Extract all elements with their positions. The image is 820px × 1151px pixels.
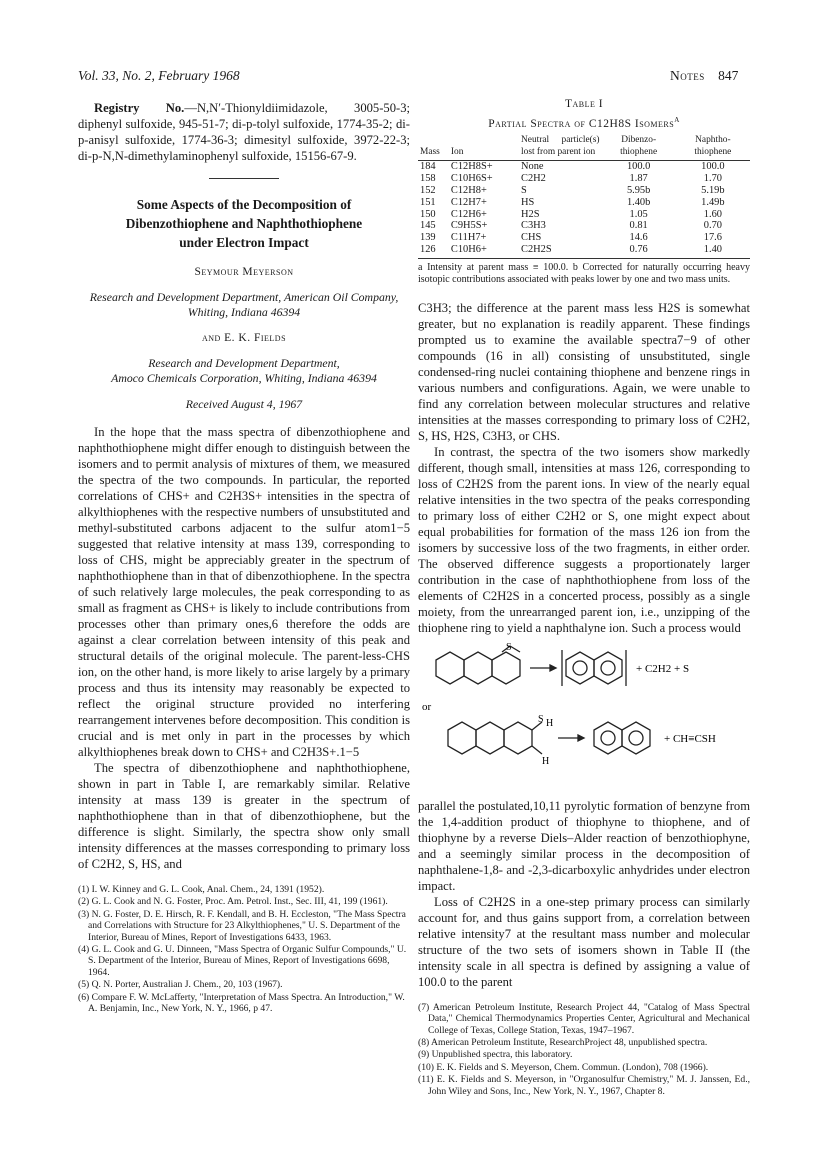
reference-item: (5) Q. N. Porter, Australian J. Chem., 20, 103 (1967). bbox=[78, 979, 283, 991]
ring-hexagon bbox=[504, 722, 532, 754]
article-title bbox=[78, 195, 410, 252]
table-header-cell: Dibenzo-thiophene bbox=[602, 135, 676, 161]
table-header-cell: Naphtho-thiophene bbox=[676, 135, 750, 161]
table-cell: 126 bbox=[418, 244, 449, 258]
body-paragraph: C3H3; the difference at the parent mass less H2S is somewhat greater, but no explanation is readily apparent. These findings prompted us to examine the available spectra7−9 of other compounds (16 in all) consisting of unsubstituted, single condensed-ring nuclei containing thiophene and benzene rings in various numbers and configurations. Again, we were unable to find any correlation between molecular structures and relative intensities at the masses corresponding to primary loss of C2H2, S, HS, H2S, C3H3, or CHS. bbox=[418, 300, 750, 443]
ring-hexagon bbox=[566, 652, 594, 684]
aromatic-circle bbox=[573, 661, 587, 675]
affiliation-line: Research and Development Department, American Oil Company, bbox=[89, 290, 399, 304]
table-row bbox=[418, 220, 750, 232]
page-number: 847 bbox=[718, 68, 739, 83]
table-cell: 0.70 bbox=[703, 220, 722, 232]
table-row bbox=[418, 209, 750, 221]
table-cell: 0.81 bbox=[629, 220, 648, 232]
table-caption-note-mark: a bbox=[674, 114, 680, 125]
reference-item: (4) G. L. Cook and G. U. Dinneen, "Mass Spectra of Organic Sulfur Compounds," U. S. Department of the Interior, Bureau of Mines, Report of Investigations 6698, 1964. bbox=[78, 944, 407, 978]
reference-item: (2) G. L. Cook and N. G. Foster, Proc. Am. Petrol. Inst., Sec. III, 41, 199 (1961). bbox=[78, 896, 388, 908]
table-cell: 100.0 bbox=[626, 161, 651, 173]
table-cell: CHS bbox=[521, 232, 542, 244]
body-paragraph: Loss of C2H2S in a one-step primary process can similarly account for, and thus gains support from, a correlation between relative intensity7 at the resultant mass number and molecular structure of the two sets of isomers shown in Table II (the intensity scale in all spectra is defined by assigning a value of 100.0 to the parent bbox=[418, 894, 750, 989]
ring-hexagon bbox=[594, 652, 622, 684]
table-cell: 1.05 bbox=[629, 208, 648, 220]
reference-item: (7) American Petroleum Institute, Research Project 44, "Catalog of Mass Spectral Data," Chemical Thermodynamics Properties Center, Agricultural and Mechanical College of Texas, College Station, Texas, 1947–1967. bbox=[418, 1001, 750, 1036]
table-cell: 17.6 bbox=[703, 232, 722, 244]
table-row bbox=[418, 161, 750, 173]
scheme-or-label: or bbox=[422, 700, 432, 713]
aromatic-circle bbox=[601, 731, 615, 745]
received-date: Received August 4, 1967 bbox=[185, 397, 303, 411]
title-line: Some Aspects of the Decomposition of bbox=[136, 197, 352, 212]
registry-numbers bbox=[78, 100, 410, 164]
table-cell: 100.0 bbox=[701, 161, 725, 173]
table-cell: H2S bbox=[521, 208, 540, 220]
table-cell: 184 bbox=[420, 161, 436, 173]
table-cell: 152 bbox=[420, 185, 436, 197]
references-right bbox=[418, 1002, 750, 1097]
table-cell: C10H6S+ bbox=[450, 173, 493, 185]
table-row bbox=[418, 185, 750, 197]
table-row bbox=[418, 197, 750, 209]
reference-item: (3) N. G. Foster, D. E. Hirsch, R. F. Kendall, and B. H. Eccleston, "The Mass Spectra and Correlations with Structure for 23 Alkylthiophenes," U. S. Department of the Interior, Bureau of Mines, Report of Investigations 6433, 1963. bbox=[78, 908, 406, 943]
reference-item: (6) Compare F. W. McLafferty, "Interpretation of Mass Spectra. An Introduction," W. A. Benjamin, Inc., New York, N. Y., 1966, p 47. bbox=[78, 991, 405, 1015]
reference-item: (9) Unpublished spectra, this laboratory. bbox=[418, 1049, 573, 1061]
table-cell: 14.6 bbox=[629, 232, 648, 244]
author-affiliation bbox=[78, 290, 410, 320]
body-paragraph: In contrast, the spectra of the two isomers show markedly different, though small, intensities at mass 126, corresponding to loss of C2H2S from the parent ions. In view of the nearly equal relative intensities in the two spectra of the peaks corresponding to primary loss of either C2H2 or S, one might expect about equal probabilities for formation of the mass 126 ion from the isomers by successive loss of the two fragments, in either order. The observed difference suggests a proportionately larger contribution in the case of naphthothiophene from loss of the elements of C2H2S in a concerted process, possibly as a single moiety, from the unrearranged parent ion, i.e., unzipping of the thiophene ring to yield a naphthalyne ion. Such a process would bbox=[418, 444, 750, 635]
table-cell: C2H2S bbox=[519, 244, 601, 258]
section-divider bbox=[209, 178, 279, 179]
table-header-cell: Mass bbox=[418, 135, 449, 161]
table-cell: None bbox=[521, 161, 544, 173]
body-paragraph: parallel the postulated,10,11 pyrolytic formation of benzyne from the 1,4-addition product of thiophyne to thiophene, and of thiophyne by a reverse Diels–Alder reaction of benzothiophyne, and a seemingly similar process in the decomposition of naphthalene-1,8- and -2,3-dicarboxylic anhydrides under electron impact. bbox=[418, 798, 750, 893]
body-paragraph: The spectra of dibenzothiophene and naphthothiophene, shown in part in Table I, are remarkably similar. Relative intensity at mass 139 is greater in the spectrum of naphthothiophene than in that of dibenzothiophene, but the difference is slight. Similarly, the spectra show only small intensity differences at the masses corresponding to primary loss of C2H2, S, HS, and bbox=[78, 761, 410, 871]
scheme-products-bottom: + CH≡CSH bbox=[664, 732, 716, 745]
table-cell: C2H2 bbox=[521, 173, 546, 185]
right-column bbox=[418, 97, 750, 1098]
table-footnote: a Intensity at parent mass ≡ 100.0. b Corrected for naturally occurring heavy isotopic contributions associated with peaks lower by one and two mass units. bbox=[418, 261, 750, 285]
author-name: Seymour Meyerson bbox=[194, 266, 294, 278]
reference-item: (1) I. W. Kinney and G. L. Cook, Anal. Chem., 24, 1391 (1952). bbox=[78, 884, 325, 895]
journal-volume-header: Vol. 33, No. 2, February 1968 bbox=[78, 68, 240, 83]
registry-text: —N,N′-Thionyldiimidazole, 3005-50-3; diphenyl sulfoxide, 945-51-7; di-p-tolyl sulfoxide, 1774-35-2; di-p-anisyl sulfoxide, 1774-36-3; dimesityl sulfoxide, 3972-22-3; di-p-N,N-dimethylaminophenyl sulfoxide, 15156-67-9. bbox=[78, 101, 410, 163]
reaction-scheme bbox=[418, 642, 750, 792]
table-cell: 5.95b bbox=[626, 185, 651, 197]
affiliation-line: Whiting, Indiana 46394 bbox=[187, 305, 301, 319]
scheme-products-top: + C2H2 + S bbox=[636, 662, 690, 675]
ring-hexagon bbox=[476, 722, 504, 754]
aromatic-circle bbox=[601, 661, 615, 675]
ring-hexagon bbox=[594, 722, 622, 754]
table-cell: 5.19b bbox=[701, 185, 725, 197]
table-cell: C12H6+ bbox=[450, 208, 487, 220]
table-cell: 1.87 bbox=[629, 173, 648, 185]
table-cell: 1.70 bbox=[703, 173, 722, 185]
table-cell: 1.40 bbox=[676, 244, 750, 258]
sulfur-atom-label: S bbox=[506, 641, 512, 653]
ring-hexagon bbox=[464, 652, 492, 684]
ring-hexagon bbox=[492, 652, 520, 684]
table-cell: 150 bbox=[420, 208, 436, 220]
table-cell: 145 bbox=[420, 220, 436, 232]
table-header-cell: Ion bbox=[449, 135, 519, 161]
ring-hexagon bbox=[436, 652, 464, 684]
table-caption-text: Partial Spectra of C12H8S Isomers bbox=[488, 117, 675, 130]
reference-item: (10) E. K. Fields and S. Meyerson, Chem. Commun. (London), 708 (1966). bbox=[418, 1061, 709, 1073]
table-cell: 1.40b bbox=[626, 196, 651, 208]
hydrogen-atom-label: H bbox=[546, 717, 554, 729]
reaction-scheme-drawing bbox=[418, 642, 750, 792]
table-row bbox=[418, 244, 750, 258]
bond bbox=[532, 746, 542, 754]
table-cell: 158 bbox=[420, 173, 436, 185]
table-cell: 151 bbox=[420, 196, 436, 208]
table-cell: C3H3 bbox=[521, 220, 546, 232]
affiliation-line: Amoco Chemicals Corporation, Whiting, Indiana 46394 bbox=[111, 371, 377, 385]
table-cell: C12H7+ bbox=[450, 196, 487, 208]
affiliation-line: Research and Development Department, bbox=[148, 356, 340, 370]
page-header-right bbox=[670, 68, 738, 84]
table-header-cell: Neutral particle(s) lost from parent ion bbox=[519, 135, 601, 161]
second-author-affiliation bbox=[78, 356, 410, 386]
table-cell: C9H5S+ bbox=[450, 220, 488, 232]
second-author-name: and E. K. Fields bbox=[201, 332, 287, 344]
table-cell: C10H6+ bbox=[449, 244, 519, 258]
table-cell: C12H8+ bbox=[450, 185, 487, 197]
reference-item: (8) American Petroleum Institute, ResearchProject 48, unpublished spectra. bbox=[418, 1037, 708, 1049]
arrowhead bbox=[550, 665, 556, 671]
spectra-table bbox=[418, 135, 750, 259]
sulfur-atom-label: S bbox=[538, 713, 544, 725]
body-paragraph: In the hope that the mass spectra of dibenzothiophene and naphthothiophene might differ enough to distinguish between the isomers and to permit analysis of mixtures of them, we measured the spectra of the two compounds. In particular, the reported correlations of CHS+ and C2H3S+ intensities in the spectra of alkylthiophenes with the respective numbers of unsubstituted and methyl-substituted carbons adjacent to the sulfur atom1−5 suggested that relative intensity at mass 139, corresponding to loss of CHS, might be appreciably greater in the spectrum of naphthothiophene than in that of dibenzothiophene. In the spectra of such relatively large molecules, the peak corresponding to as small as fragment as CHS+ is likely to include contributions from processes other than primary ones,6 therefore the odds are against a clear correlation between intensity of this peak and structural details of the original molecule. The parent-less-CHS ion, on the other hand, is more likely to arise largely by a primary process and thus its intensity may reasonably be expected to reflect the original structure provided no interfering rearrangement intervenes before decomposition. This condition is crucial and is met only in part in the processes by which alkylthiophenes break down to CHS+ and C2H3S+.1−5 bbox=[78, 425, 410, 759]
table-label: Table I bbox=[564, 98, 604, 110]
table-caption bbox=[418, 112, 750, 132]
hydrogen-atom-label: H bbox=[542, 755, 550, 767]
table-row bbox=[418, 232, 750, 244]
arrowhead bbox=[578, 735, 584, 741]
table-cell: 1.60 bbox=[703, 208, 722, 220]
title-line: under Electron Impact bbox=[179, 235, 309, 250]
table-cell: C11H7+ bbox=[450, 232, 487, 244]
title-line: Dibenzothiophene and Naphthothiophene bbox=[125, 216, 363, 231]
table-cell: C12H8S+ bbox=[450, 161, 493, 173]
left-column bbox=[78, 100, 410, 1015]
table-cell: 139 bbox=[420, 232, 436, 244]
table-cell: HS bbox=[521, 196, 535, 208]
table-cell: S bbox=[521, 185, 527, 197]
registry-label: Registry No. bbox=[94, 101, 185, 115]
references-left bbox=[78, 884, 410, 1014]
ring-hexagon bbox=[448, 722, 476, 754]
section-label: Notes bbox=[670, 68, 705, 83]
reference-item: (11) E. K. Fields and S. Meyerson, in "Organosulfur Chemistry," M. J. Janssen, Ed., John Wiley and Sons, Inc., New York, N. Y., 1967, Chapter 8. bbox=[418, 1074, 750, 1097]
table-cell: 1.49b bbox=[701, 196, 725, 208]
ring-hexagon bbox=[622, 722, 650, 754]
table-cell: 0.76 bbox=[602, 244, 676, 258]
table-row bbox=[418, 173, 750, 185]
aromatic-circle bbox=[629, 731, 643, 745]
